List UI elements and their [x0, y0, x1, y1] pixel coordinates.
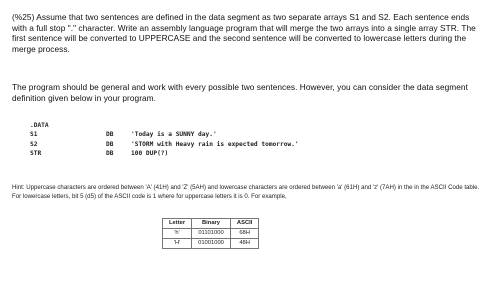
question-paragraph-2: The program should be general and work with every possible two sentences. However, you can consider the data segment definition given below in your program.: [12, 82, 468, 103]
directive-text: .DATA: [30, 122, 49, 129]
code-value: 'Today is a SUNNY day.': [131, 131, 217, 139]
table-cell: 01101000: [192, 229, 231, 239]
hint-text: Hint: Uppercase characters are ordered between 'A' (41H) and 'Z' (5AH) and lowercase characters are ordered between 'a' (61H) and 'z' (7AH) in the in the ASCII Code table. For lowercase letters, bit 5 (d5) of the ASCII code is 1 where for uppercase letters it is 0. For example,: [12, 184, 480, 201]
code-line: [30, 130, 461, 139]
code-value: 'STORM with Heavy rain is expected tomorrow.': [131, 140, 299, 148]
code-label: S1: [30, 131, 38, 139]
table-cell: 'h': [163, 229, 192, 239]
code-directive: [30, 121, 461, 130]
table-cell: 01001000: [192, 239, 231, 249]
ascii-table: [162, 218, 259, 249]
code-label: STR: [30, 150, 42, 158]
table-header: Letter: [163, 219, 192, 229]
table-cell: 68H: [230, 229, 258, 239]
question-paragraph-1: (%25) Assume that two sentences are defined in the data segment as two separate arrays S1 and S2. Each sentence ends with a full stop "." character. Write an assembly language program that will merge the two arrays into a single array STR. The first sentence will be converted to UPPERCASE and the second sentence will be converted to lowercase letters during the merge process.: [12, 12, 476, 54]
data-segment-code: [30, 121, 461, 159]
code-keyword: DB: [106, 150, 114, 158]
code-line: [30, 140, 461, 149]
table-cell: 'H': [163, 239, 192, 249]
table-header: Binary: [192, 219, 231, 229]
code-line: [30, 149, 461, 158]
table-row: [163, 239, 259, 249]
code-value: 100 DUP(?): [131, 150, 169, 158]
code-label: S2: [30, 140, 38, 148]
code-keyword: DB: [106, 131, 114, 139]
table-row: [163, 229, 259, 239]
table-cell: 48H: [230, 239, 258, 249]
table-header-row: [163, 219, 259, 229]
table-header: ASCII: [230, 219, 258, 229]
code-keyword: DB: [106, 140, 114, 148]
